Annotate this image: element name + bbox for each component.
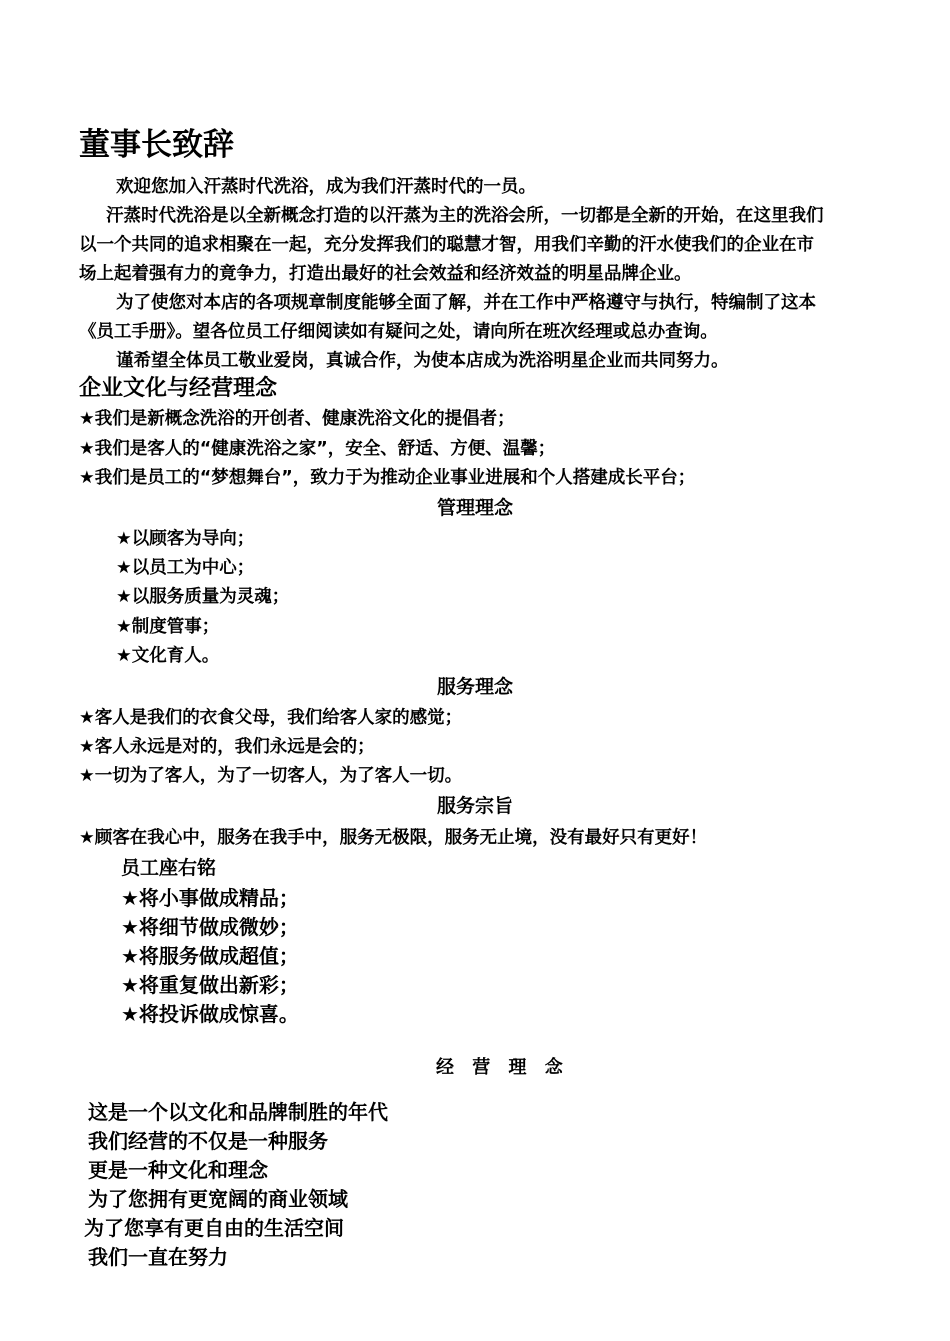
motto-item: ★将小事做成精品； bbox=[121, 886, 299, 910]
culture-item: ★我们是新概念洗浴的开创者、健康洗浴文化的提倡者； bbox=[79, 409, 515, 429]
speech-paragraph-4: 谨希望全体员工敬业爱岗，真诚合作，为使本店成为洗浴明星企业而共同努力。 bbox=[116, 351, 729, 371]
business-line: 为了您拥有更宽阔的商业领域 bbox=[88, 1187, 348, 1211]
business-line: 为了您享有更自由的生活空间 bbox=[84, 1216, 344, 1240]
business-section-title: 经 营 理 念 bbox=[436, 1057, 569, 1078]
purpose-section-title: 服务宗旨 bbox=[436, 795, 513, 817]
culture-item: ★我们是员工的“梦想舞台”，致力于为推动企业事业进展和个人搭建成长平台； bbox=[79, 468, 696, 488]
motto-item: ★将服务做成超值； bbox=[121, 944, 299, 968]
purpose-item: ★顾客在我心中，服务在我手中，服务无极限，服务无止境，没有最好只有更好！ bbox=[79, 828, 708, 848]
culture-section-title: 企业文化与经营理念 bbox=[79, 376, 278, 401]
service-item: ★一切为了客人，为了一切客人，为了客人一切。 bbox=[79, 766, 463, 786]
speech-paragraph-2-line-2: 以一个共同的追求相聚在一起，充分发挥我们的聪慧才智，用我们辛勤的汗水使我们的企业在市 bbox=[79, 235, 814, 255]
management-item: ★制度管事； bbox=[116, 617, 220, 637]
speech-paragraph-2-line-3: 场上起着强有力的竟争力，打造出最好的社会效益和经济效益的明星品牌企业。 bbox=[79, 264, 692, 284]
service-item: ★客人永远是对的，我们永远是会的； bbox=[79, 737, 375, 757]
business-line: 这是一个以文化和品牌制胜的年代 bbox=[88, 1100, 388, 1124]
motto-item: ★将投诉做成惊喜。 bbox=[121, 1002, 299, 1026]
business-line: 更是一种文化和理念 bbox=[88, 1158, 268, 1182]
business-line: 我们经营的不仅是一种服务 bbox=[88, 1129, 328, 1153]
chairman-speech-title: 董事长致辞 bbox=[79, 127, 234, 163]
motto-item: ★将细节做成微妙； bbox=[121, 915, 299, 939]
culture-item: ★我们是客人的“健康洗浴之家”，安全、舒适、方便、温馨； bbox=[79, 439, 556, 459]
business-line: 我们一直在努力 bbox=[88, 1245, 228, 1269]
management-item: ★以员工为中心； bbox=[116, 558, 255, 578]
speech-paragraph-3-line-2: 《员工手册》。望各位员工仔细阅读如有疑问之处，请向所在班次经理或总办查询。 bbox=[79, 322, 718, 342]
management-section-title: 管理理念 bbox=[436, 497, 513, 519]
service-section-title: 服务理念 bbox=[436, 676, 513, 698]
motto-item: ★将重复做出新彩； bbox=[121, 973, 299, 997]
motto-section-title: 员工座右铭 bbox=[121, 857, 217, 879]
management-item: ★文化育人。 bbox=[116, 646, 220, 666]
speech-paragraph-1: 欢迎您加入汗蒸时代洗浴，成为我们汗蒸时代的一员。 bbox=[116, 177, 536, 197]
speech-paragraph-3-line-1: 为了使您对本店的各项规章制度能够全面了解，并在工作中严格遵守与执行，特编制了这本 bbox=[116, 293, 816, 313]
service-item: ★客人是我们的衣食父母，我们给客人家的感觉； bbox=[79, 708, 463, 728]
management-item: ★以顾客为导向； bbox=[116, 529, 255, 549]
speech-paragraph-2-line-1: 汗蒸时代洗浴是以全新概念打造的以汗蒸为主的洗浴会所，一切都是全新的开始，在这里我们 bbox=[106, 206, 824, 226]
management-item: ★以服务质量为灵魂； bbox=[116, 587, 290, 607]
